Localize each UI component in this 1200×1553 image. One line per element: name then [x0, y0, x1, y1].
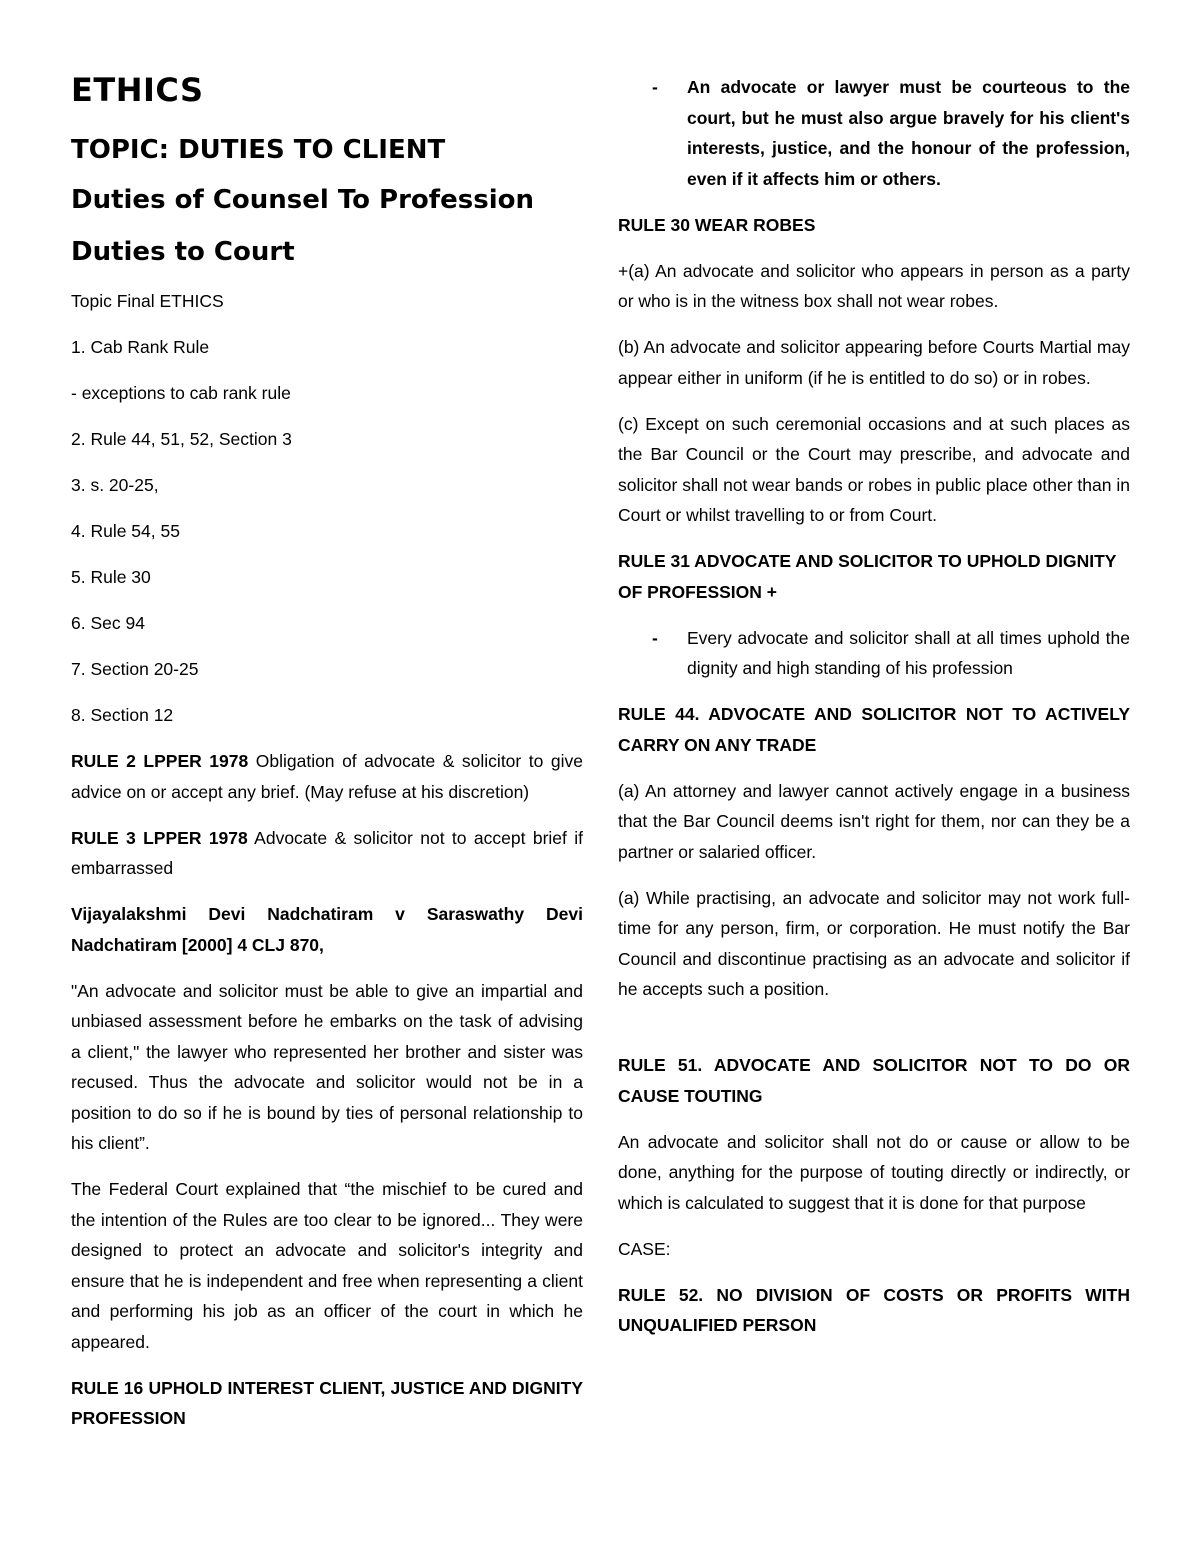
- left-column: [71, 68, 583, 1449]
- rule-3-paragraph: [71, 823, 583, 884]
- list-item: 3. s. 20-25,: [71, 475, 159, 495]
- bullet-dash: -: [652, 77, 658, 97]
- rule-30-c: (c) Except on such ceremonial occasions and at such places as the Bar Council or the Court may prescribe, and advocate and solicitor shall not wear bands or robes in public place other than in Court or whilst travelling to or from Court.: [618, 413, 1130, 525]
- list-item: 1. Cab Rank Rule: [71, 337, 210, 357]
- rule-30-b: (b) An advocate and solicitor appearing before Courts Martial may appear either in uniform (if he is entitled to do so) or in robes.: [618, 337, 1130, 388]
- list-item: 8. Section 12: [71, 705, 174, 725]
- subheading-court: Duties to Court: [71, 237, 295, 267]
- rule-44-a2: (a) While practising, an advocate and solicitor may not work full-time for any person, firm, or corporation. He must notify the Bar Council and discontinue practising as an advocate and solicitor if he accepts such a position.: [618, 887, 1130, 999]
- list-item: 7. Section 20-25: [71, 659, 199, 679]
- topic-heading: TOPIC: DUTIES TO CLIENT: [71, 135, 446, 165]
- rule-44-a1: (a) An attorney and lawyer cannot actively engage in a business that the Bar Council deems isn't right for them, nor can they be a partner or salaried officer.: [618, 780, 1130, 862]
- list-item: 5. Rule 30: [71, 567, 151, 587]
- rule-44-heading: RULE 44. ADVOCATE AND SOLICITOR NOT TO ACTIVELY CARRY ON ANY TRADE: [618, 704, 1130, 755]
- federal-court-paragraph: The Federal Court explained that “the mischief to be cured and the intention of the Rules are too clear to be ignored... They were designed to protect an advocate and solicitor's integrity and ensure that he is independent and free when representing a client and performing his job as an officer of the court in which he appeared.: [71, 1179, 583, 1352]
- bullet-courteous-text: An advocate or lawyer must be courteous to the court, but he must also argue bravely for his client's interests, justice, and the honour of the profession, even if it affects him or others.: [687, 77, 1130, 189]
- bullet-courteous: [618, 72, 1130, 194]
- rule-3-text: Advocate & solicitor not to accept brief if embarrassed: [71, 827, 583, 878]
- bullet-dash: -: [652, 627, 658, 648]
- subheading-profession: Duties of Counsel To Profession: [71, 185, 534, 215]
- list-item: 2. Rule 44, 51, 52, Section 3: [71, 429, 292, 449]
- case-title: Vijayalakshmi Devi Nadchatiram v Saraswathy Devi Nadchatiram [2000] 4 CLJ 870,: [71, 904, 583, 955]
- rule-51-heading: RULE 51. ADVOCATE AND SOLICITOR NOT TO DO OR CAUSE TOUTING: [618, 1055, 1130, 1106]
- topic-final-line: Topic Final ETHICS: [71, 291, 224, 311]
- rule-31-heading: RULE 31 ADVOCATE AND SOLICITOR TO UPHOLD DIGNITY OF PROFESSION +: [618, 551, 1117, 602]
- rule-16-heading: RULE 16 UPHOLD INTEREST CLIENT, JUSTICE AND DIGNITY PROFESSION: [71, 1377, 583, 1428]
- rule-2-label: RULE 2 LPPER 1978: [71, 751, 249, 771]
- rule-2-text: Obligation of advocate & solicitor to give advice on or accept any brief. (May refuse at his discretion): [71, 751, 583, 802]
- case-label: CASE:: [618, 1238, 671, 1259]
- rule-30-heading: RULE 30 WEAR ROBES: [618, 214, 816, 235]
- rule-3-label: RULE 3 LPPER 1978: [71, 827, 248, 848]
- bullet-dignity-text: Every advocate and solicitor shall at all times uphold the dignity and high standing of his profession: [687, 627, 1130, 678]
- rule-51-text: An advocate and solicitor shall not do or cause or allow to be done, anything for the purpose of touting directly or indirectly, or which is calculated to suggest that it is done for that purpose: [618, 1131, 1130, 1213]
- document-title: ETHICS: [71, 71, 204, 109]
- blank-line: [618, 1020, 1130, 1050]
- right-column: [618, 72, 1130, 1356]
- rule-2-paragraph: [71, 746, 583, 807]
- list-item: - exceptions to cab rank rule: [71, 383, 291, 403]
- quote-paragraph: "An advocate and solicitor must be able to give an impartial and unbiased assessment before he embarks on the task of advising a client," the lawyer who represented her brother and sister was recused. Thus the advocate and solicitor would not be in a position to do so if he is bound by ties of personal relationship to his client”.: [71, 980, 583, 1153]
- bullet-dignity: [618, 623, 1130, 684]
- rule-30-a: +(a) An advocate and solicitor who appears in person as a party or who is in the witness box shall not wear robes.: [618, 260, 1130, 311]
- rule-52-heading: RULE 52. NO DIVISION OF COSTS OR PROFITS WITH UNQUALIFIED PERSON: [618, 1284, 1130, 1335]
- list-item: 4. Rule 54, 55: [71, 521, 180, 541]
- list-item: 6. Sec 94: [71, 613, 145, 633]
